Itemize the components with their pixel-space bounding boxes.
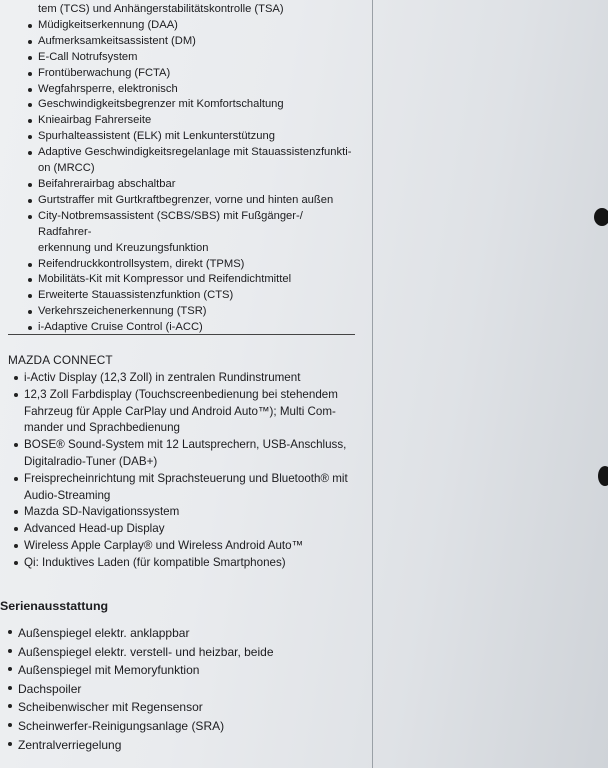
list-item: Scheibenwischer mit Regensensor (4, 698, 344, 717)
binder-ring-icon (594, 208, 608, 226)
list-item-continuation: Fahrzeug für Apple CarPlay und Android Auto™); Multi Com- (24, 404, 336, 418)
list-item: Scheinwerfer-Reinigungsanlage (SRA) (4, 717, 344, 736)
list-item: Außenspiegel elektr. verstell- und heizbar, beide (4, 643, 344, 662)
list-item: Wegfahrsperre, elektronisch (24, 82, 359, 98)
list-item: Reifendruckkontrollsystem, direkt (TPMS) (24, 257, 359, 273)
list-item: City-Notbremsassistent (SCBS/SBS) mit Fußgänger-/ Radfahrer- (24, 209, 359, 241)
list-item: Außenspiegel mit Memoryfunktion (4, 661, 344, 680)
list-item-continuation: on (MRCC) (38, 162, 95, 175)
list-item: Gurtstraffer mit Gurtkraftbegrenzer, vorne und hinten außen (24, 193, 359, 209)
list-item: Müdigkeitserkennung (DAA) (24, 18, 359, 34)
horizontal-rule (8, 334, 355, 335)
list-item-continuation: erkennung und Kreuzungsfunktion (38, 241, 209, 254)
list-item: Mazda SD-Navigationssystem (10, 504, 360, 521)
list-item-continuation: Digitalradio-Tuner (DAB+) (24, 454, 158, 468)
list-item: i-Activ Display (12,3 Zoll) in zentralen Rundinstrument (10, 370, 360, 387)
list-item: 12,3 Zoll Farbdisplay (Touchscreenbedienung bei stehendem (10, 387, 360, 404)
column-divider (372, 0, 373, 768)
list-item: E-Call Notrufsystem (24, 50, 359, 66)
list-item: Beifahrerairbag abschaltbar (24, 177, 359, 193)
list-item: Außenspiegel elektr. anklappbar (4, 624, 344, 643)
list-item-continuation: mander und Sprachbedienung (24, 421, 180, 435)
list-item: BOSE® Sound-System mit 12 Lautsprechern, USB-Anschluss, (10, 437, 360, 454)
list-item: Erweiterte Stauassistenzfunktion (CTS) (24, 288, 359, 304)
list-item: Knieairbag Fahrerseite (24, 113, 359, 129)
list-item: Frontüberwachung (FCTA) (24, 66, 359, 82)
list-item: Adaptive Geschwindigkeitsregelanlage mit Stauassistenzfunkti- (24, 145, 359, 161)
list-item: Aufmerksamkeitsassistent (DM) (24, 34, 359, 50)
list-item-continuation: Audio-Streaming (24, 488, 111, 502)
list-item: Advanced Head-up Display (10, 521, 360, 538)
section-heading-mazda-connect: MAZDA CONNECT (8, 353, 113, 367)
list-item: i-Adaptive Cruise Control (i-ACC) (24, 320, 359, 336)
list-item: Verkehrszeichenerkennung (TSR) (24, 304, 359, 320)
list-item: Qi: Induktives Laden (für kompatible Smartphones) (10, 555, 360, 572)
serienausstattung-list (4, 624, 344, 754)
list-item: Wireless Apple Carplay® und Wireless Android Auto™ (10, 538, 360, 555)
binder-ring-icon (598, 466, 608, 486)
safety-features-list (24, 2, 359, 336)
list-item: Freisprecheinrichtung mit Sprachsteuerung und Bluetooth® mit (10, 471, 360, 488)
list-item: Mobilitäts-Kit mit Kompressor und Reifendichtmittel (24, 272, 359, 288)
section-heading-serienausstattung: Serienausstattung (0, 599, 109, 613)
list-item: Geschwindigkeitsbegrenzer mit Komfortschaltung (24, 97, 359, 113)
mazda-connect-list (10, 370, 360, 572)
list-item: Zentralverriegelung (4, 736, 344, 755)
list-item: tem (TCS) und Anhängerstabilitätskontrolle (TSA) (38, 3, 284, 15)
list-item: Spurhalteassistent (ELK) mit Lenkunterstützung (24, 129, 359, 145)
list-item: Dachspoiler (4, 680, 344, 699)
